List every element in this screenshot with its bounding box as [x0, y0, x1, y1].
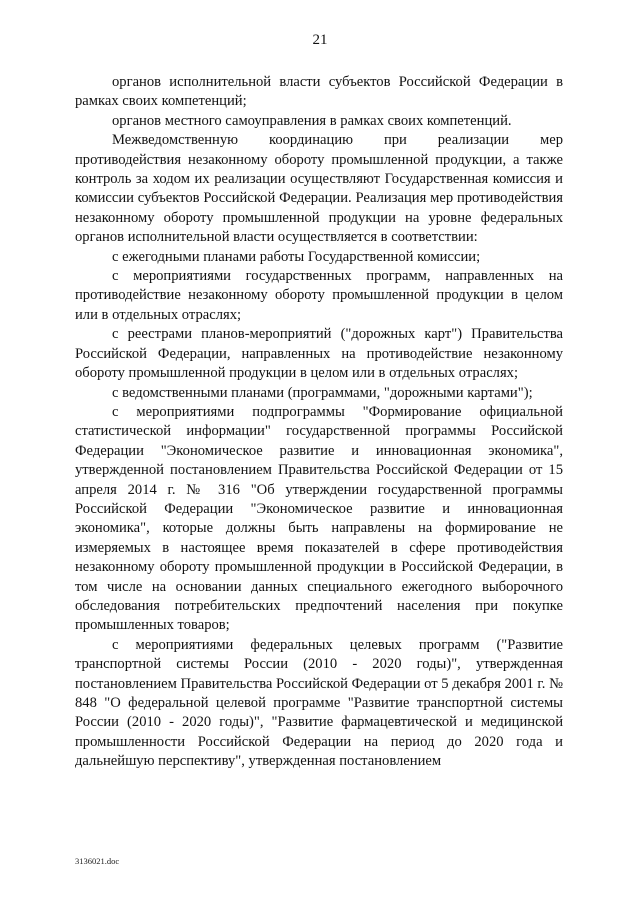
- paragraph-federal-target-programs: с мероприятиями федеральных целевых программ ("Развитие транспортной системы России (2010 - 2020 годы)", утвержденная постановлением Правительства Российской Федерации от 5 декабря 2001 г. № 848 "О федеральной целевой программе "Развитие транспортной системы России (2010 - 2020 годы)", "Развитие фармацевтической и медицинской промышленности Российской Федерации на период до 2020 года и дальнейшую перспективу", утвержденная постановлением: [75, 636, 563, 770]
- page-number: 21: [312, 32, 328, 48]
- footer-document-code: 3136021.doc: [75, 856, 120, 866]
- paragraph-roadmaps: с реестрами планов-мероприятий ("дорожных карт") Правительства Российской Федерации, направленных на противодействие незаконному обороту промышленной продукции в целом или в отдельных отраслях;: [75, 326, 563, 382]
- paragraph-regional-authorities: органов исполнительной власти субъектов Российской Федерации в рамках своих компетенций;: [75, 74, 563, 110]
- body-text: [75, 73, 563, 772]
- paragraph-departmental-plans: с ведомственными планами (программами, "дорожными картами");: [112, 384, 533, 401]
- paragraph-statistics-subprogram: с мероприятиями подпрограммы "Формирование официальной статистической информации" государственной программы Российской Федерации "Экономическое развитие и инновационная экономика", утвержденной постановлением Правительства Российской Федерации от 15 апреля 2014 г. № 316 "Об утверждении государственной программы Российской Федерации "Экономическое развитие и инновационная экономика", которые должны быть направлены на формирование не измеряемых в настоящее время показателей в сфере противодействия незаконному обороту промышленной продукции в Российской Федерации, в том числе на основании данных специального ежегодного выборочного обследования потребительских предпочтений населения при покупке промышленных товаров;: [75, 403, 563, 634]
- paragraph-state-programs: с мероприятиями государственных программ, направленных на противодействие незаконному обороту промышленной продукции в целом или в отдельных отраслях;: [75, 268, 563, 323]
- paragraph-local-government: органов местного самоуправления в рамках своих компетенций.: [112, 112, 512, 129]
- paragraph-annual-plans: с ежегодными планами работы Государственной комиссии;: [112, 248, 481, 265]
- paragraph-coordination: Межведомственную координацию при реализации мер противодействия незаконному обороту промышленной продукции, а также контроль за ходом их реализации осуществляют Государственная комиссия и комиссии субъектов Российской Федерации. Реализация мер противодействия незаконному обороту промышленной продукции на уровне федеральных органов исполнительной власти осуществляется в соответствии:: [75, 132, 563, 246]
